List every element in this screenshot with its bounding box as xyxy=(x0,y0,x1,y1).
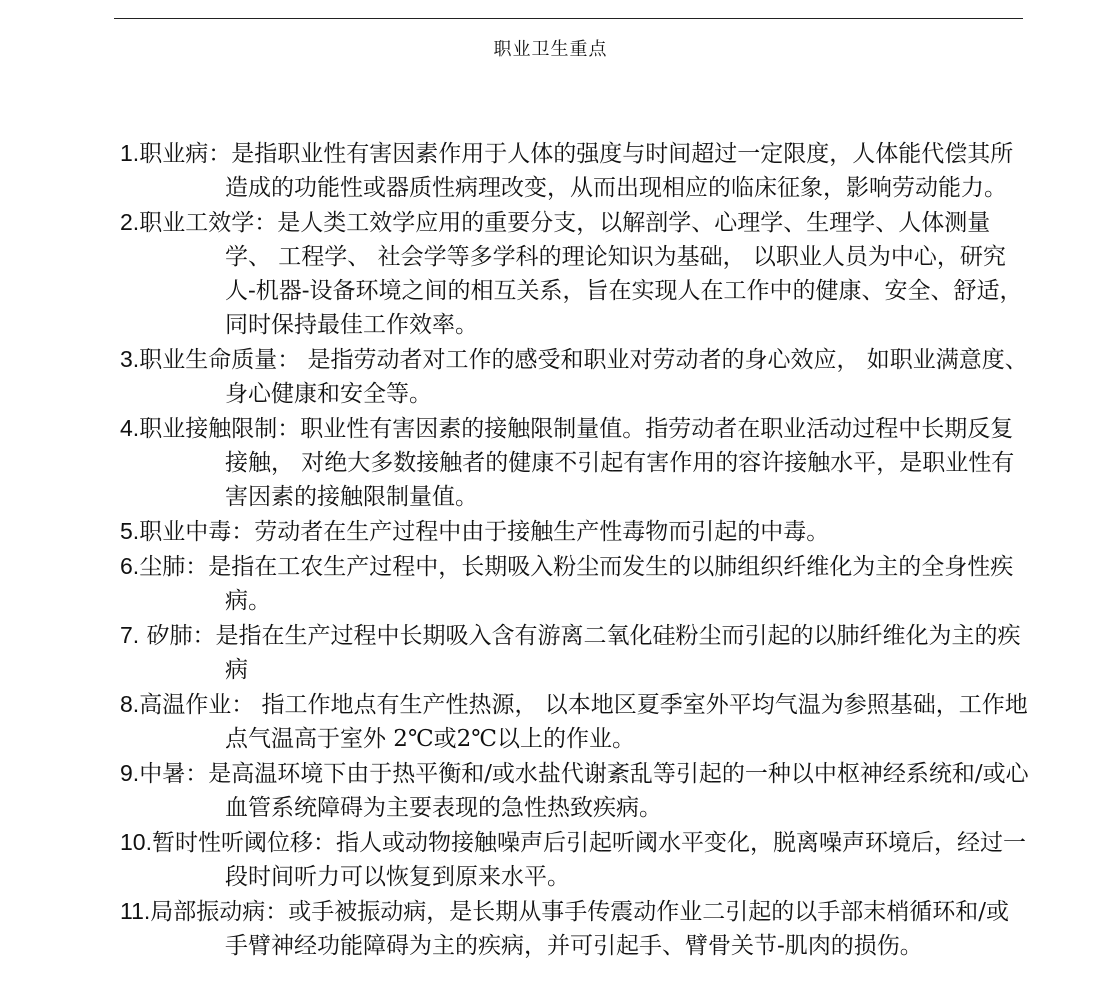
header-rule xyxy=(114,18,1023,19)
item-text: 职业接触限制：职业性有害因素的接触限制量值。指劳动者在职业活动过程中长期反复接触， 对绝大多数接触者的健康不引起有害作用的容许接触水平，是职业性有害因素的接触限制量值。 xyxy=(139,416,1015,510)
definition-item-11 xyxy=(120,894,1030,963)
item-number: 2. xyxy=(120,209,140,235)
definition-item-10 xyxy=(120,825,1030,894)
item-number: 3. xyxy=(120,346,140,372)
definition-item-8 xyxy=(120,687,1030,756)
item-text: 矽肺：是指在生产过程中长期吸入含有游离二氧化硅粉尘而引起的以肺纤维化为主的疾病 xyxy=(139,623,1021,683)
item-text: 职业病：是指职业性有害因素作用于人体的强度与时间超过一定限度，人体能代偿其所造成的功能性或器质性病理改变，从而出现相应的临床征象，影响劳动能力。 xyxy=(139,141,1014,201)
definition-item-7 xyxy=(120,618,1030,687)
item-text: 暂时性听阈位移：指人或动物接触噪声后引起听阈水平变化，脱离噪声环境后，经过一段时间听力可以恢复到原来水平。 xyxy=(151,830,1026,890)
item-number: 4. xyxy=(120,415,140,441)
item-text: 尘肺：是指在工农生产过程中，长期吸入粉尘而发生的以肺组织纤维化为主的全身性疾病。 xyxy=(139,554,1014,614)
item-text: 局部振动病：或手被振动病，是长期从事手传震动作业二引起的以手部末梢循环和/或手臂神经功能障碍为主的疾病，并可引起手、臂骨关节-肌肉的损伤。 xyxy=(150,899,1010,959)
definition-item-2 xyxy=(120,205,1030,342)
item-number: 10. xyxy=(120,829,152,855)
item-text: 高温作业： 指工作地点有生产性热源， 以本地区夏季室外平均气温为参照基础，工作地点气温高于室外 2℃或2℃以上的作业。 xyxy=(139,692,1028,752)
definition-list xyxy=(120,136,1030,963)
item-text: 职业生命质量： 是指劳动者对工作的感受和职业对劳动者的身心效应， 如职业满意度、身心健康和安全等。 xyxy=(139,347,1028,407)
item-number: 1. xyxy=(120,140,140,166)
definition-item-4 xyxy=(120,411,1030,514)
item-number: 8. xyxy=(120,691,140,717)
definition-item-3 xyxy=(120,342,1030,411)
definition-item-6 xyxy=(120,549,1030,618)
item-number: 11. xyxy=(120,898,151,924)
item-number: 9. xyxy=(120,760,140,786)
definition-item-9 xyxy=(120,756,1030,825)
page-title: 职业卫生重点 xyxy=(493,39,608,60)
item-number: 5. xyxy=(120,518,140,544)
item-number: 7. xyxy=(120,622,140,648)
item-number: 6. xyxy=(120,553,140,579)
item-text: 中暑：是高温环境下由于热平衡和/或水盐代谢紊乱等引起的一种以中枢神经系统和/或心血管系统障碍为主要表现的急性热致疾病。 xyxy=(139,761,1029,821)
definition-item-1 xyxy=(120,136,1030,205)
item-text: 职业工效学：是人类工效学应用的重要分支，以解剖学、心理学、生理学、人体测量学、 工程学、 社会学等多学科的理论知识为基础， 以职业人员为中心，研究人-机器-设备环境之间的相互关系，旨在实现人在工作中的健康、安全、舒适，同时保持最佳工作效率。 xyxy=(139,210,1023,338)
definition-item-5 xyxy=(120,514,1030,549)
item-text: 职业中毒：劳动者在生产过程中由于接触生产性毒物而引起的中毒。 xyxy=(139,519,830,545)
